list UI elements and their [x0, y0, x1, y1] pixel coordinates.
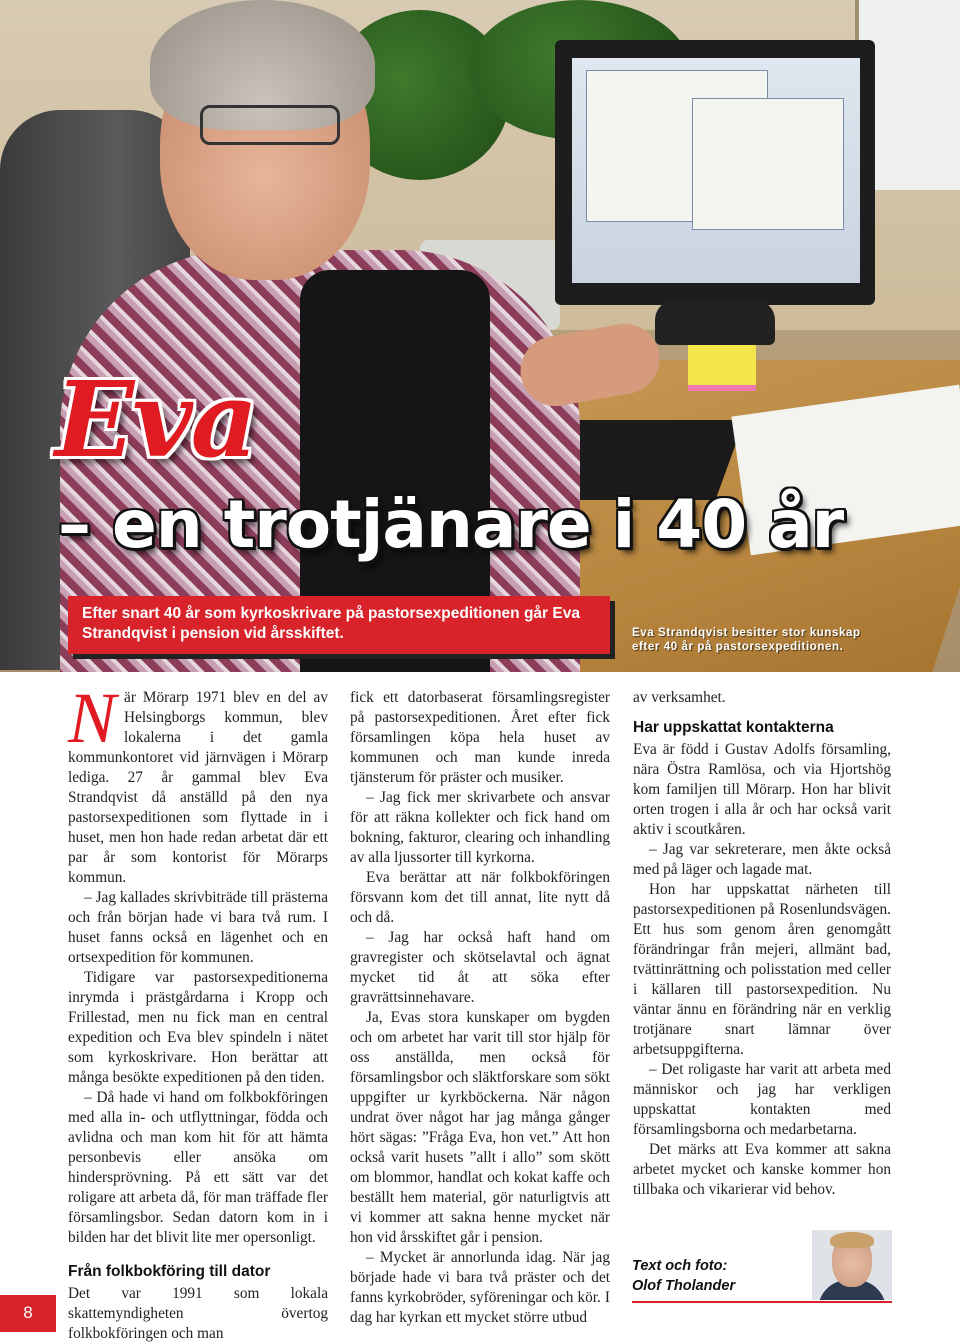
- glasses: [200, 105, 340, 145]
- section-heading: Har uppskattat kontakterna: [633, 719, 834, 736]
- article-paragraph: Hon har uppskattat närheten till pastorsexpeditionen på Rosenlundsvägen. Ett hus som genom åren genomgått förändringar från mejeri, allmänt bad, tvättinrättning och polisstation med celler i källaren till pastorsexpedition. Nu väntar ännu en förändring när en verklig trotjänare snart lämnar över arbetsuppgifterna.: [633, 881, 891, 1058]
- article-paragraph: – Mycket är annorlunda idag. När jag började hade vi bara två präster och det fanns kyrkobröder, syföreningar och kör. I dag har kyrkan ett mycket större utbud: [350, 1249, 610, 1326]
- article-paragraph: – Då hade vi hand om folkbokföringen med alla in- och utflyttningar, födda och avlidna och man kom hit för att hämta personbevis eller ansöka om hindersprövning. På ett sätt var det roligare att arbeta då, för man träffade fler församlingsbor. Sedan datorn kom in i bilden har det blivit lite mer opersonligt.: [68, 1089, 328, 1246]
- lead-text: Efter snart 40 år som kyrkoskrivare på pastorsexpeditionen går Eva Strandqvist i pension vid årsskiftet.: [82, 605, 580, 642]
- drop-cap: N: [68, 678, 117, 758]
- author-hair: [830, 1232, 874, 1248]
- credit-label: Text och foto:: [632, 1258, 728, 1274]
- article-paragraph: fick ett datorbaserat församlingsregister på pastorsexpeditionen. Året efter fick församlingen köpa hela huset av kommunen och man kunde inreda tjänsterum för präster och musiker.: [350, 689, 610, 786]
- article-paragraph: – Jag var sekreterare, men åkte också med på läger och lagade mat.: [633, 841, 891, 878]
- article-paragraph: Eva är född i Gustav Adolfs församling, nära Östra Ramlösa, och via Hjortshög kom familjen till Mörarp. Hon har blivit orten trogen i alla år och har också varit aktiv i scoutkåren.: [633, 741, 891, 838]
- page-number-badge: [0, 1295, 56, 1332]
- article-column-3: [633, 688, 891, 1200]
- credit-rule: [632, 1301, 892, 1303]
- article-paragraph: – Jag kallades skrivbiträde till prästerna och från början hade vi bara två rum. I huset fanns också en lägenhet och en ortsexpedition för kommunen.: [68, 889, 328, 966]
- article-paragraph: Eva berättar att när folkbokföringen försvann kom det till annat, lite nytt då och då.: [350, 869, 610, 926]
- lead-box: [68, 596, 610, 654]
- photo-credit: [632, 1256, 735, 1296]
- article-paragraph: [68, 678, 328, 888]
- paragraph-text: är Mörarp 1971 blev en del av Helsingborgs kommun, blev lokalerna i det gamla kommunkontoret vid järnvägen i Mörarp lediga. 27 år gammal blev Eva Strandqvist då anställd på den nya pastorsexpeditionen som flyttade in i huset, men hon hade redan arbetat där ett par år som kontorist för Mörarps kommun.: [68, 689, 328, 886]
- article-paragraph: – Jag fick mer skrivarbete och ansvar för att räkna kollekter och fick hand om bokning, fakturor, clearing och inhandling av alla ljussorter till kyrkorna.: [350, 789, 610, 866]
- article-paragraph: Ja, Evas stora kunskaper om bygden och om arbetet har varit till stor hjälp för oss anställda, men också för församlingsbor och släktforskare som sökt uppgifter ur kyrkböckerna. När någon undrat över något har jag många gånger hört sägas: ”Fråga Eva, hon vet.” Att hon också varit husets ”allt i allo” som skött om blommor, handlat och kokat kaffe och beställt hem material, gör naturligtvis att vi kommer att sakna henne mycket när hon vid årsskiftet går i pension.: [350, 1009, 611, 1246]
- section-heading: Från folkbokföring till dator: [68, 1263, 271, 1280]
- page-title: Eva: [55, 358, 257, 481]
- screen-window: [692, 98, 844, 230]
- article-paragraph: – Det roligaste har varit att arbeta med människor och jag har verkligen uppskattat kontakten med församlingsborna och medarbetarna.: [633, 1061, 891, 1138]
- author-avatar: [812, 1230, 892, 1300]
- article-paragraph: Det märks att Eva kommer att sakna arbetet mycket och kanske kommer hon tillbaka och vikarierar vid behov.: [633, 1141, 891, 1198]
- page-subtitle: – en trotjänare i 40 år: [58, 486, 844, 563]
- photo-caption: [632, 626, 952, 654]
- article-column-1: [68, 678, 328, 1344]
- page-number: 8: [23, 1303, 33, 1322]
- article-paragraph: – Jag har också haft hand om gravregister och skötselavtal och ägnat mycket tid åt att söka efter gravrättsinnehavare.: [350, 929, 610, 1006]
- article-column-2: [350, 688, 610, 1328]
- credit-author: Olof Tholander: [632, 1278, 736, 1294]
- caption-line-2: efter 40 år på pastorsexpeditionen.: [632, 641, 844, 653]
- article-paragraph: av verksamhet.: [633, 689, 726, 706]
- article-paragraph: Det var 1991 som lokala skattemyndigheten övertog folkbokföringen och man: [68, 1285, 328, 1342]
- monitor-screen: [572, 58, 860, 283]
- monitor-stand: [655, 300, 775, 345]
- sticky-notes: [688, 345, 756, 385]
- article-paragraph: Tidigare var pastorsexpeditionerna inrymda i prästgårdarna i Kropp och Frillestad, men nu fick man en central expedition och Eva blev spindeln i nätet som kyrkoskrivare. Hon berättar att många besökte expeditionen på den tiden.: [68, 969, 328, 1086]
- caption-line-1: Eva Strandqvist besitter stor kunskap: [632, 627, 861, 639]
